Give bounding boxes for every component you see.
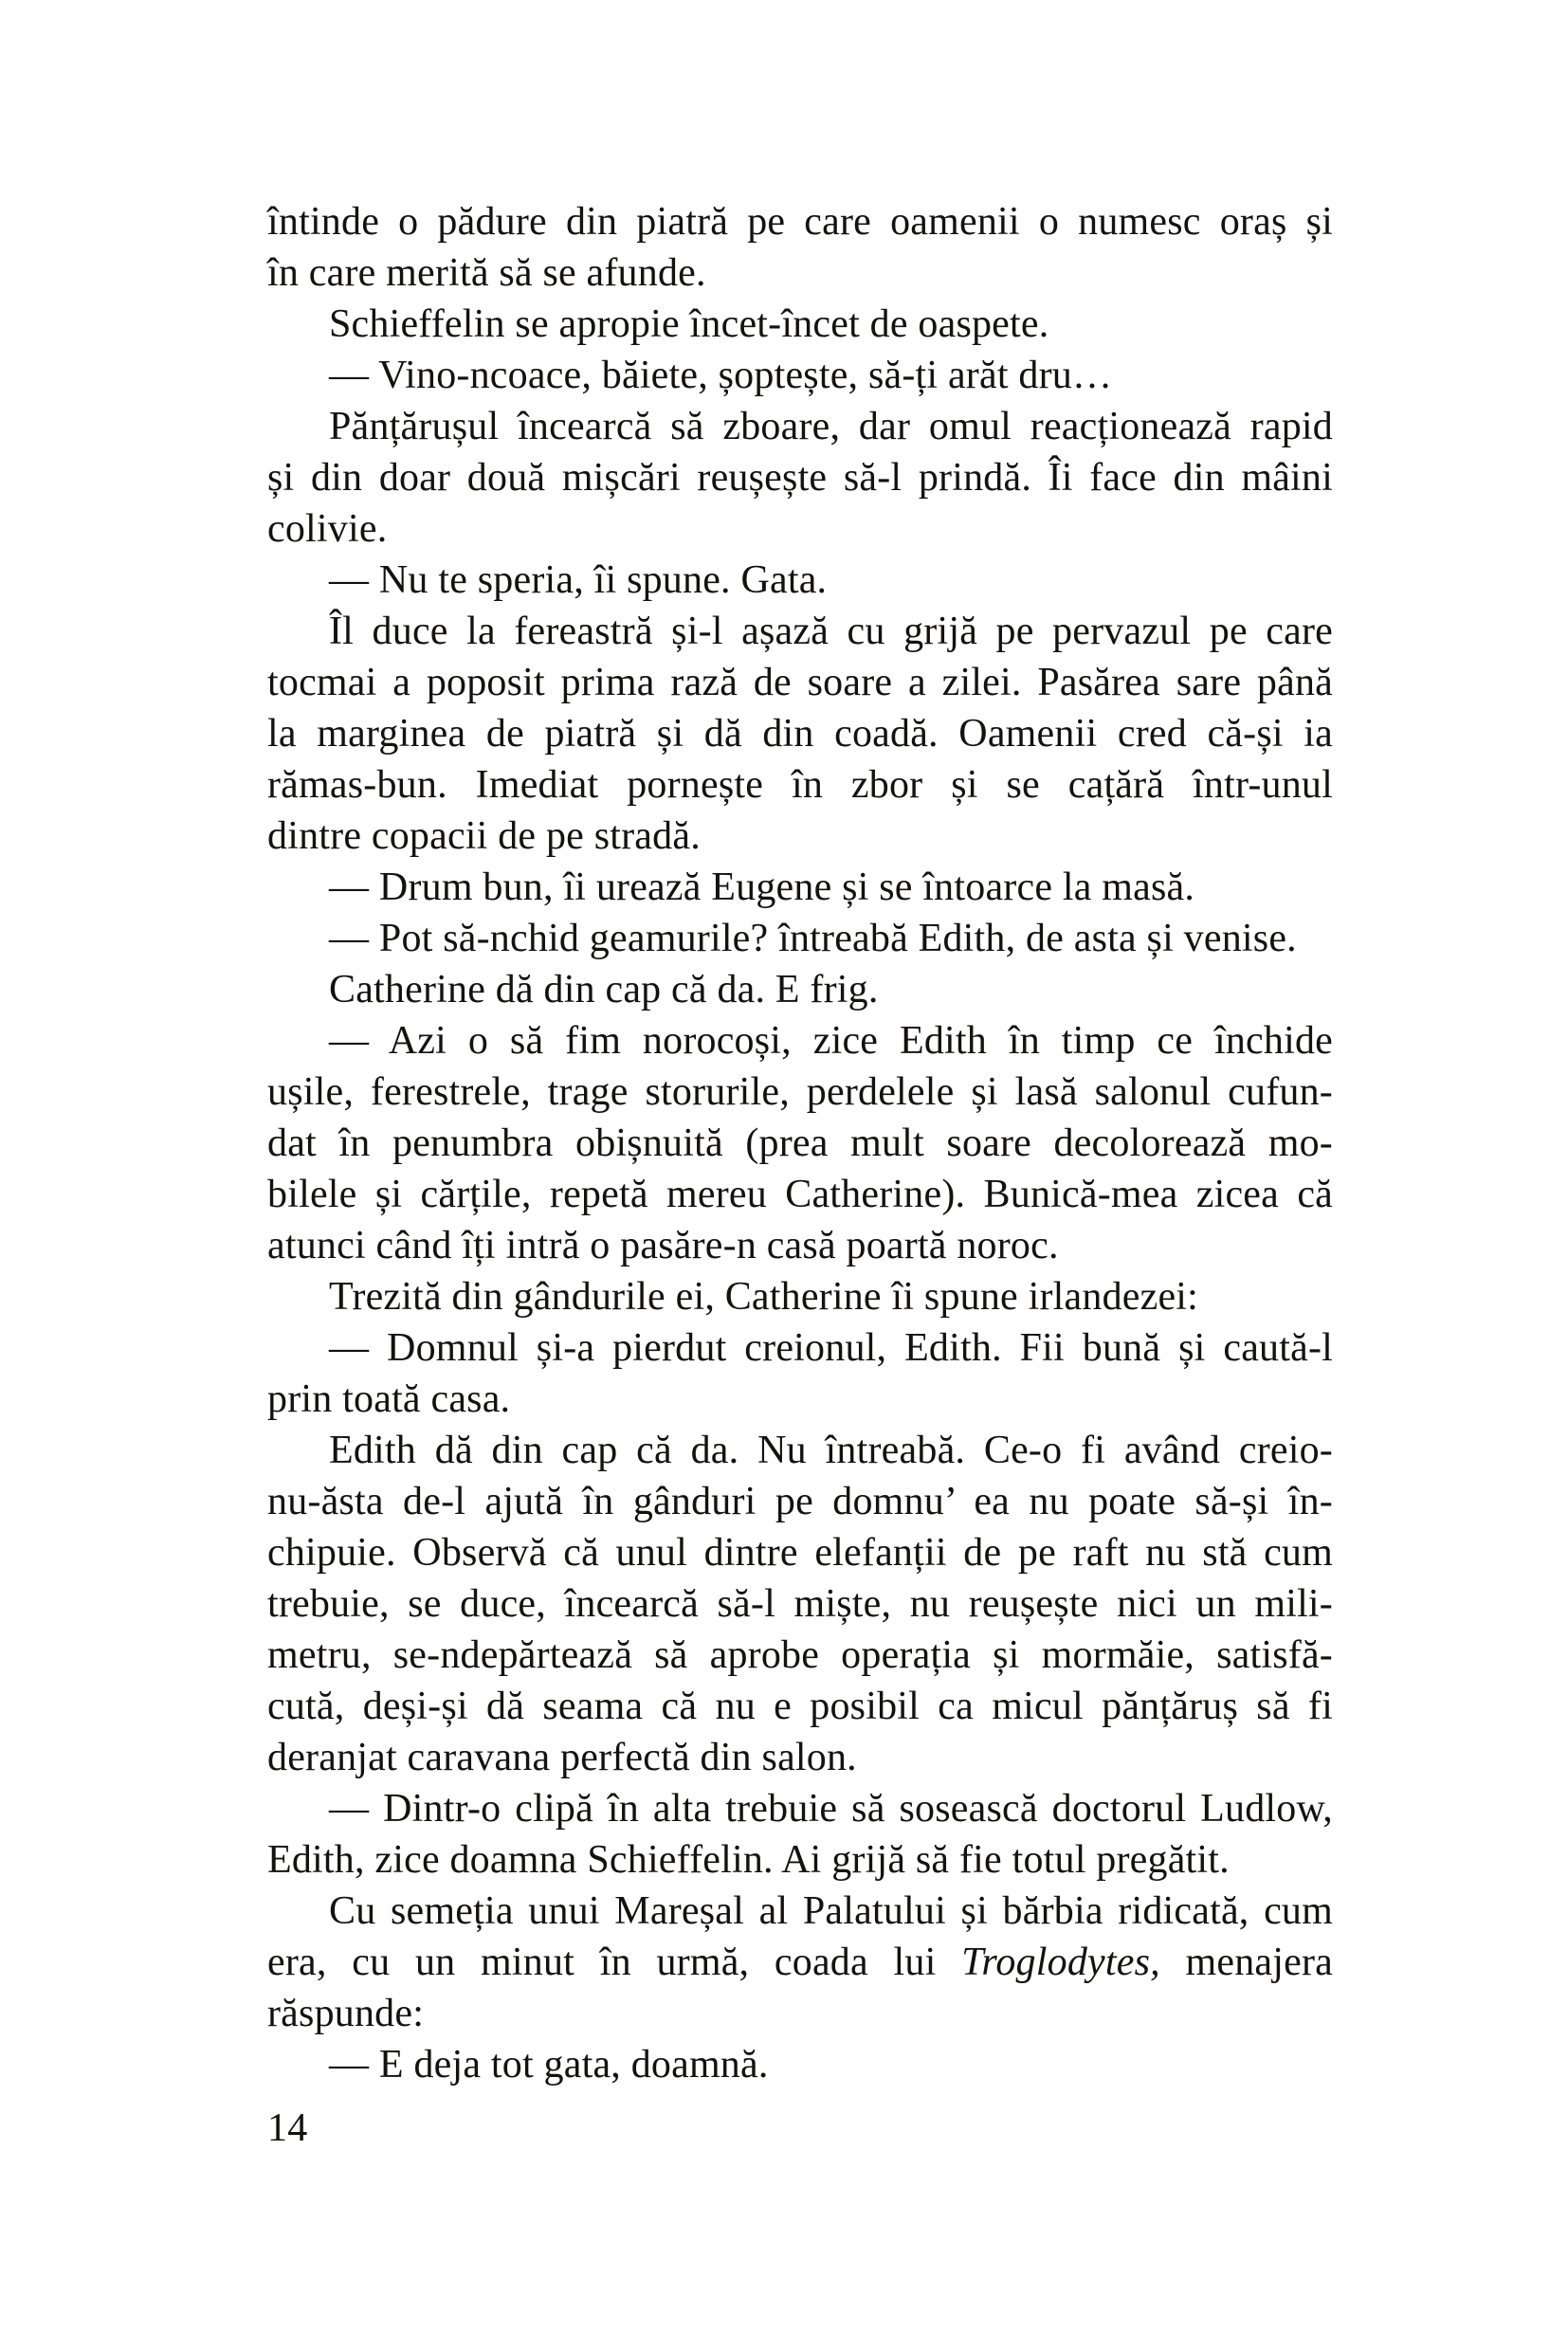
text-line: Pănțărușul încearcă să zboare, dar omul reacționează rapid (329, 405, 1333, 448)
text-line: — Dintr-o clipă în alta trebuie să sosească doctorul Ludlow, (329, 1787, 1333, 1831)
text-line: — Domnul și-a pierdut creionul, Edith. Fii bună și caută-l (329, 1326, 1333, 1370)
text-line: în care merită să se afunde. (267, 251, 706, 295)
text-line: Cu semeția unui Mareșal al Palatului și bărbia ridicată, cum (329, 1889, 1333, 1933)
text-line: nu-ăsta de-l ajută în gânduri pe domnu’ ea nu poate să-și în- (267, 1480, 1333, 1523)
text-line: colivie. (267, 507, 388, 551)
text-line: Trezită din gândurile ei, Catherine îi spune irlandezei: (329, 1275, 1199, 1319)
page-number: 14 (267, 2106, 308, 2150)
text-line: deranjat caravana perfectă din salon. (267, 1736, 857, 1779)
text-line: metru, se-ndepărtează să aprobe operația și mormăie, satisfă- (267, 1633, 1333, 1677)
text-line: — Drum bun, îi urează Eugene și se întoarce la masă. (329, 866, 1195, 909)
text-line: Edith, zice doamna Schieffelin. Ai grijă să fie totul pregătit. (267, 1838, 1230, 1882)
text-line: chipuie. Observă că unul dintre elefanții de pe raft nu stă cum (267, 1531, 1333, 1575)
italic-species-name: Troglodytes, (961, 1941, 1160, 1984)
body-text (267, 196, 1333, 2154)
text-line: — E deja tot gata, doamnă. (329, 2043, 769, 2087)
text-line: Edith dă din cap că da. Nu întreabă. Ce-o fi având creio- (329, 1429, 1333, 1472)
text-line: tocmai a poposit prima rază de soare a zilei. Pasărea sare până (267, 661, 1333, 704)
text-line: întinde o pădure din piatră pe care oamenii o numesc oraș și (267, 200, 1333, 244)
text-line: ușile, ferestrele, trage storurile, perdelele și lasă salonul cufun- (267, 1070, 1333, 1114)
text-segment: era, cu un minut în urmă, coada lui (267, 1941, 962, 1984)
text-line: la marginea de piatră și dă din coadă. Oamenii cred că-și ia (267, 712, 1333, 756)
text-line: — Azi o să fim norocoși, zice Edith în timp ce închide (329, 1019, 1333, 1063)
text-line: — Nu te speria, îi spune. Gata. (329, 558, 828, 602)
text-line: dat în penumbra obișnuită (prea mult soare decolorează mo- (267, 1121, 1333, 1165)
text-line: Îl duce la fereastră și-l așază cu grijă pe pervazul pe care (329, 610, 1333, 653)
text-line: bilele și cărțile, repetă mereu Catherine). Bunică-mea zicea că (267, 1173, 1333, 1216)
text-line: Catherine dă din cap că da. E frig. (329, 968, 879, 1011)
text-line: — Pot să-nchid geamurile? întreabă Edith, de asta și venise. (329, 917, 1297, 960)
text-segment: menajera (1159, 1941, 1333, 1984)
text-line: cută, deși-și dă seama că nu e posibil ca micul pănțăruș să fi (267, 1685, 1333, 1728)
text-line: și din doar două mișcări reușește să-l prindă. Îi face din mâini (267, 456, 1333, 500)
text-line: trebuie, se duce, încearcă să-l miște, nu reușește nici un mili- (267, 1582, 1333, 1626)
text-line: — Vino-ncoace, băiete, șoptește, să-ți arăt dru… (329, 354, 1113, 397)
text-line: prin toată casa. (267, 1377, 511, 1421)
text-line: atunci când îți intră o pasăre-n casă poartă noroc. (267, 1224, 1059, 1267)
text-line: rămas-bun. Imediat pornește în zbor și se cațără într-unul (267, 763, 1333, 807)
text-line: răspunde: (267, 1992, 425, 2035)
text-line (267, 1937, 1333, 1988)
text-line: Schieffelin se apropie încet-încet de oaspete. (329, 302, 1049, 346)
text-line: dintre copacii de pe stradă. (267, 814, 701, 858)
